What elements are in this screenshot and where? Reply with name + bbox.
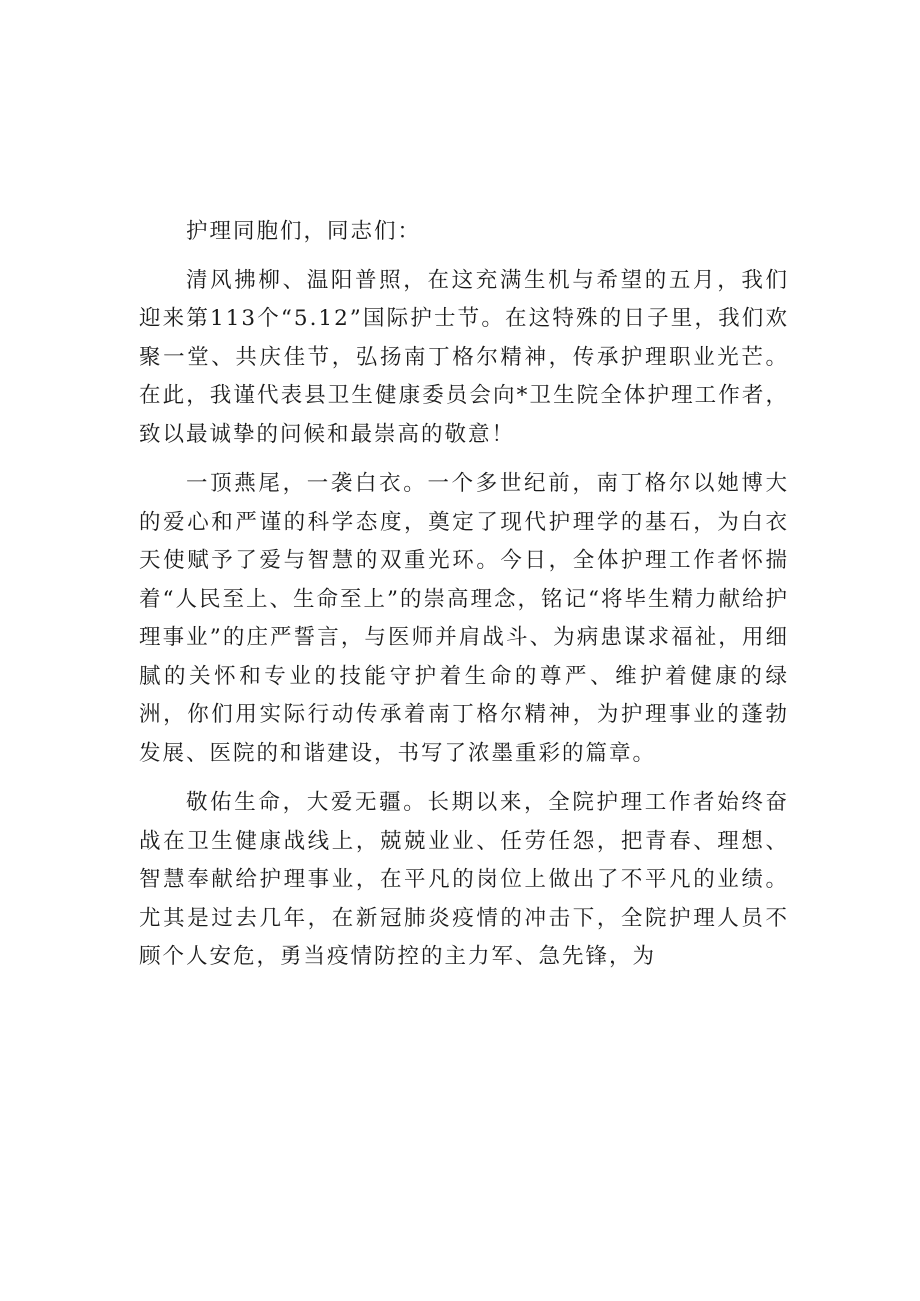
document-body <box>139 213 789 988</box>
paragraph-1: 清风拂柳、温阳普照，在这充满生机与希望的五月，我们迎来第113个“5.12”国际护士节。在这特殊的日子里，我们欢聚一堂、共庆佳节，弘扬南丁格尔精神，传承护理职业光芒。在此，我谨代表县卫生健康委员会向*卫生院全体护理工作者，致以最诚挚的问候和最崇高的敬意！ <box>139 267 789 447</box>
salutation: 护理同胞们，同志们： <box>186 219 422 244</box>
paragraph-3: 敬佑生命，大爱无疆。长期以来，全院护理工作者始终奋战在卫生健康战线上，兢兢业业、任劳任怨，把青春、理想、智慧奉献给护理事业，在平凡的岗位上做出了不平凡的业绩。尤其是过去几年，在新冠肺炎疫情的冲击下，全院护理人员不顾个人安危，勇当疫情防控的主力军、急先锋，为 <box>139 790 789 969</box>
paragraph-2: 一顶燕尾，一袭白衣。一个多世纪前，南丁格尔以她博大的爱心和严谨的科学态度，奠定了现代护理学的基石，为白衣天使赋予了爱与智慧的双重光环。今日，全体护理工作者怀揣着“人民至上、生命至上”的崇高理念，铭记“将毕生精力献给护理事业”的庄严誓言，与医师并肩战斗、为病患谋求福祉，用细腻的关怀和专业的技能守护着生命的尊严、维护着健康的绿洲，你们用实际行动传承着南丁格尔精神，为护理事业的蓬勃发展、医院的和谐建设，书写了浓墨重彩的篇章。 <box>139 471 789 766</box>
